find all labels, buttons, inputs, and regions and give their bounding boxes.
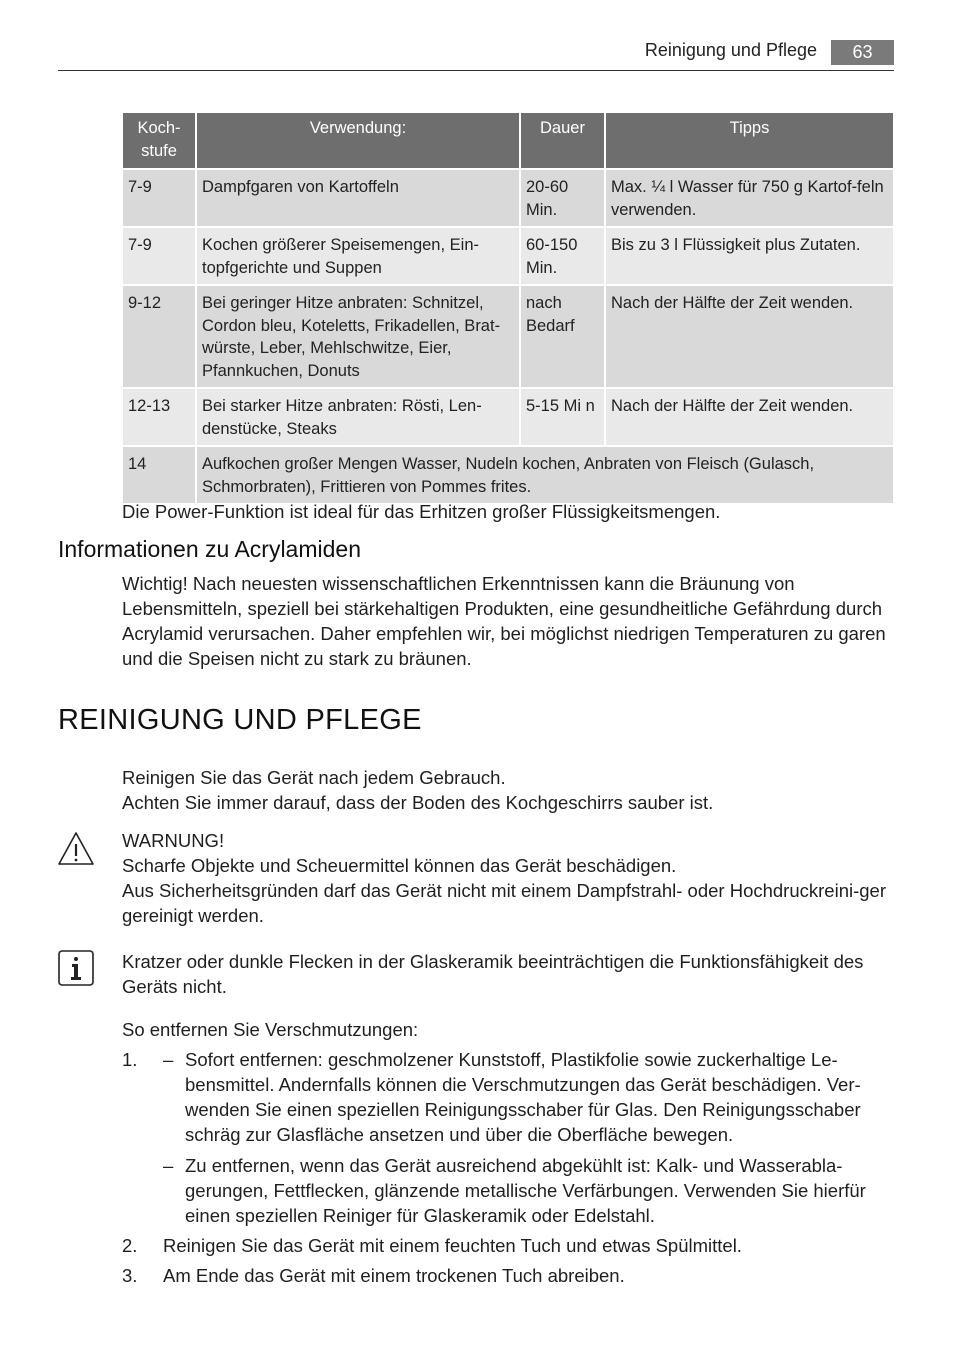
cell-tipps: Max. ¼ l Wasser für 750 g Kartof-feln verwenden.	[606, 170, 893, 226]
acryl-text: Nach neuesten wissenschaftlichen Erkenntnissen kann die Bräunung von Lebensmitteln, speziell bei stärkehaltigen Produkten, eine gesundheitliche Gefährdung durch Acrylamid verursachen. Daher empfehlen wir, bei möglichst niedrigen Temperaturen zu garen und die Speisen nicht zu stark zu bräunen.	[122, 573, 886, 669]
cell-stufe: 14	[123, 447, 195, 503]
step-text-emphasis: das Gerät mit einem trockenen Tuch abreiben.	[244, 1265, 625, 1286]
step-number: 2.	[122, 1235, 138, 1256]
warning-text: mit einem Dampfstrahl- oder Hochdruckreini-ger gereinigt werden.	[122, 880, 886, 926]
cell-verwendung: Dampfgaren von Kartoffeln	[197, 170, 519, 226]
col-header-stufe-line1: Koch-	[137, 119, 181, 137]
bullet-lead: Zu entfernen, wenn das Gerät ausreichend abgekühlt ist:	[185, 1155, 651, 1176]
warning-triangle-icon	[57, 830, 95, 868]
running-header: Reinigung und Pflege	[644, 40, 817, 60]
col-header-stufe-line2: stufe	[141, 141, 177, 160]
cell-verwendung: Aufkochen großer Mengen Wasser, Nudeln kochen, Anbraten von Fleisch (Gulasch, Schmorbraten), Frittieren von Pommes frites.	[197, 447, 893, 503]
bullet-dash: –	[163, 1155, 174, 1176]
bullet-item	[185, 1153, 885, 1228]
table-row	[123, 389, 893, 445]
bullet-text: geschmolzener Kunststoff, Plastikfolie sowie zuckerhaltige Le-bensmittel. Andernfalls können die Verschmutzungen das Gerät beschädigen. Ver-wenden Sie einen speziellen Reinigungsschaber für Glas. Den Reinigungsschaber schräg zur Glasfläche ansetzen und über die Oberfläche bewegen.	[185, 1049, 861, 1145]
warning-text: Aus Sicherheitsgründen darf das Gerät	[122, 880, 447, 901]
cell-stufe: 9-12	[123, 286, 195, 387]
cell-stufe: 7-9	[123, 228, 195, 284]
warning-line: Scharfe Objekte und Scheuermittel können das Gerät beschädigen.	[122, 855, 677, 876]
step-text-plain: Am Ende	[163, 1265, 245, 1286]
step-number: 1.	[122, 1049, 138, 1070]
cooking-levels-table	[121, 111, 895, 505]
cell-stufe: 12-13	[123, 389, 195, 445]
intro-text	[122, 765, 713, 815]
cell-tipps: Bis zu 3 l Flüssigkeit plus Zutaten.	[606, 228, 893, 284]
intro-line: Achten Sie immer darauf, dass der Boden des Kochgeschirrs sauber ist.	[122, 792, 714, 813]
intro-line: Reinigen Sie das Gerät nach jedem Gebrauch.	[122, 767, 506, 788]
page-number: 63	[831, 40, 894, 65]
acryl-heading: Informationen zu Acrylamiden	[58, 536, 361, 562]
warning-line	[122, 878, 894, 928]
step-text: Reinigen Sie das Gerät mit einem feuchten Tuch und etwas Spülmittel.	[163, 1235, 742, 1256]
step-text	[163, 1263, 625, 1288]
cell-verwendung: Kochen größerer Speisemengen, Ein-topfgerichte und Suppen	[197, 228, 519, 284]
table-row	[123, 286, 893, 387]
bullet-item	[185, 1047, 885, 1147]
info-icon	[57, 949, 95, 987]
warning-block	[122, 828, 894, 928]
warning-emphasis: nicht	[446, 880, 487, 901]
bullet-text: Kalk- und Wasserabla-gerungen, Fettflecken, glänzende metallische Verfärbungen. Verwenden Sie hierfür einen speziellen Reiniger für Glaskeramik oder Edelstahl.	[185, 1155, 866, 1226]
acryl-paragraph	[122, 571, 894, 671]
cell-dauer: 20-60 Min.	[521, 170, 604, 226]
col-header-verwendung: Verwendung:	[197, 113, 519, 168]
page-title: REINIGUNG UND PFLEGE	[58, 704, 422, 736]
col-header-dauer: Dauer	[521, 113, 604, 168]
cell-tipps: Nach der Hälfte der Zeit wenden.	[606, 389, 893, 445]
cell-verwendung: Bei starker Hitze anbraten: Rösti, Len-denstücke, Steaks	[197, 389, 519, 445]
cell-verwendung: Bei geringer Hitze anbraten: Schnitzel, Cordon bleu, Koteletts, Frikadellen, Brat-würste, Leber, Mehlschwitze, Eier, Pfannkuchen, Donuts	[197, 286, 519, 387]
cell-dauer: nach Bedarf	[521, 286, 604, 387]
header-rule	[58, 70, 894, 71]
table-row	[123, 228, 893, 284]
step-number: 3.	[122, 1265, 138, 1286]
info-text: Kratzer oder dunkle Flecken in der Glaskeramik beeinträchtigen die Funktionsfähigkeit des Geräts nicht.	[122, 951, 864, 997]
bullet-dash: –	[163, 1049, 174, 1070]
cell-dauer: 60-150 Min.	[521, 228, 604, 284]
cell-stufe: 7-9	[123, 170, 195, 226]
table-row	[123, 447, 893, 503]
cell-dauer: 5-15 Mi n	[521, 389, 604, 445]
steps-title: So entfernen Sie Verschmutzungen:	[122, 1019, 419, 1040]
col-header-tipps: Tipps	[606, 113, 893, 168]
table-row	[123, 170, 893, 226]
table-header-row	[123, 113, 893, 168]
acryl-lead: Wichtig!	[122, 573, 188, 594]
power-note: Die Power-Funktion ist ideal für das Erhitzen großer Flüssigkeitsmengen.	[122, 501, 721, 522]
bullet-lead: Sofort entfernen:	[185, 1049, 323, 1070]
warning-title: WARNUNG!	[122, 830, 225, 851]
col-header-stufe	[123, 113, 195, 168]
cell-tipps: Nach der Hälfte der Zeit wenden.	[606, 286, 893, 387]
